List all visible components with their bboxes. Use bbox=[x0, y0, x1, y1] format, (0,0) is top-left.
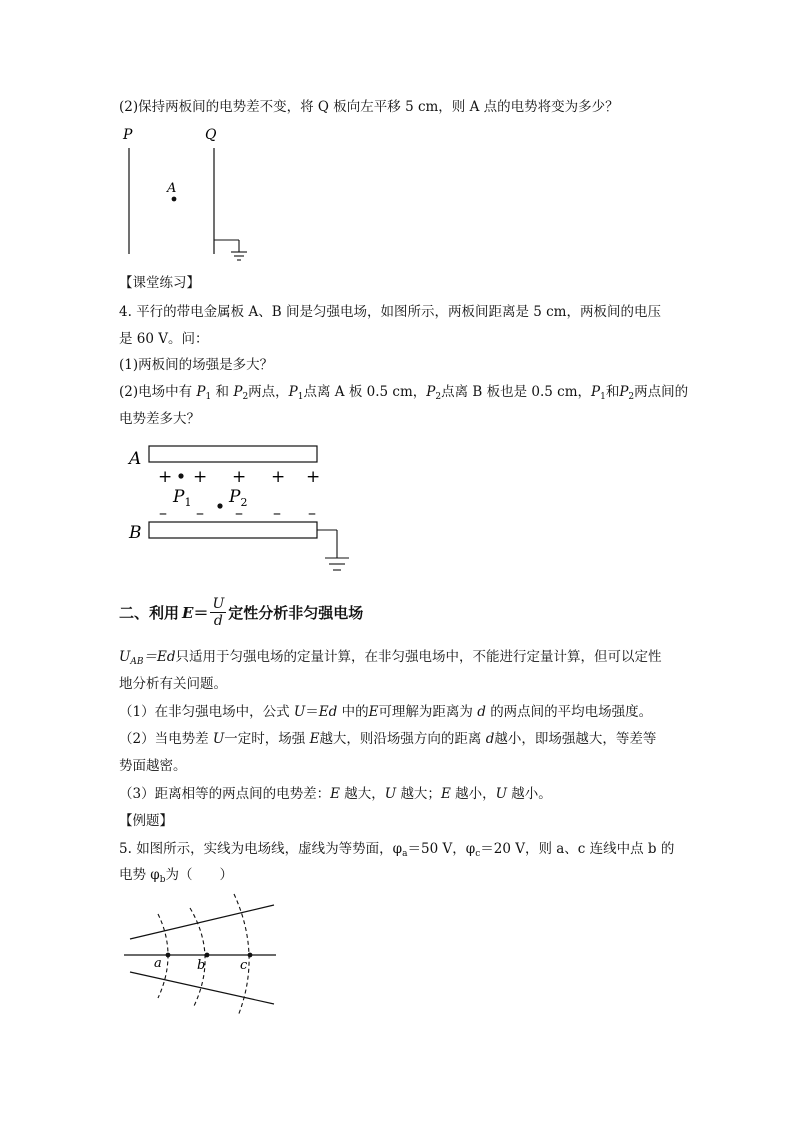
equipotential-b bbox=[190, 908, 205, 1006]
label-a: A bbox=[167, 181, 177, 196]
point-2 bbox=[119, 729, 656, 749]
text: 点离 A 板 0.5 cm， bbox=[303, 384, 427, 400]
var-p: P bbox=[619, 384, 629, 400]
var-ed: Ed bbox=[318, 704, 338, 720]
var-p: P bbox=[288, 384, 298, 400]
plus-sign: + bbox=[271, 467, 286, 487]
var-u: U bbox=[293, 704, 306, 720]
intro-line-2: 地分析有关问题。 bbox=[119, 676, 227, 692]
label-b: B bbox=[129, 523, 142, 543]
point-b bbox=[205, 953, 210, 958]
text: 点离 B 板也是 0.5 cm， bbox=[441, 384, 591, 400]
point-p1 bbox=[178, 473, 183, 478]
var-u: U bbox=[119, 649, 131, 665]
var-d: d bbox=[485, 731, 495, 747]
var-p: P bbox=[426, 384, 436, 400]
label-p: P bbox=[123, 127, 133, 143]
var-e: E bbox=[309, 731, 320, 747]
minus-sign: – bbox=[308, 503, 316, 522]
question-number: 5. bbox=[119, 841, 132, 857]
figure-field-lines bbox=[120, 888, 290, 1028]
intro-line-1 bbox=[119, 647, 662, 672]
heading-prefix: 二、利用 bbox=[119, 604, 180, 622]
sub-a: a bbox=[402, 849, 408, 859]
formula-ed: ＝Ed bbox=[143, 649, 176, 665]
text: 越大； bbox=[400, 786, 441, 802]
question-5-line-1 bbox=[119, 839, 674, 864]
text: ＝50 V，φ bbox=[407, 841, 476, 857]
text: 如图所示，实线为电场线，虚线为等势面，φ bbox=[136, 841, 403, 857]
point-a bbox=[166, 953, 171, 958]
ground-symbol bbox=[325, 558, 349, 570]
sub-1: 1 bbox=[205, 392, 212, 402]
point-1 bbox=[119, 702, 652, 722]
text: 越大， bbox=[344, 786, 385, 802]
var-u: U bbox=[495, 786, 507, 802]
minus-sign: – bbox=[273, 503, 281, 522]
sub-1: 1 bbox=[297, 392, 304, 402]
text: 越小， bbox=[455, 786, 496, 802]
example-heading: 【例题】 bbox=[119, 813, 173, 829]
text: 和 bbox=[215, 384, 230, 400]
figure-ab-plates bbox=[125, 440, 355, 580]
text: ＝20 V，则 a、c 连线中点 b 的 bbox=[480, 841, 675, 857]
text: 电势 φ bbox=[119, 867, 160, 883]
heading-suffix: 定性分析非匀强电场 bbox=[228, 604, 364, 622]
sub-2: 2 bbox=[435, 392, 442, 402]
label-b: b bbox=[197, 958, 206, 973]
question-4-part-2 bbox=[119, 382, 688, 407]
plus-sign: + bbox=[158, 467, 173, 487]
var-u: U bbox=[212, 731, 225, 747]
fraction-u-over-d bbox=[210, 596, 226, 629]
numerator-u: U bbox=[212, 596, 225, 612]
label-p2: $P_2$ bbox=[229, 487, 248, 509]
point-p2 bbox=[217, 503, 222, 508]
sub-1: 1 bbox=[600, 392, 606, 402]
plus-sign: + bbox=[193, 467, 208, 487]
point-3 bbox=[119, 784, 552, 804]
question-4-part-1: (1)两板间的场强是多大？ bbox=[119, 357, 274, 373]
var-e: E bbox=[182, 603, 194, 622]
practice-heading: 【课堂练习】 bbox=[119, 275, 200, 291]
equals: ＝ bbox=[193, 604, 209, 622]
text: （1）在非匀强电场中，公式 bbox=[119, 704, 290, 720]
question-4-line-1 bbox=[119, 302, 661, 322]
point-2-line-2: 势面越密。 bbox=[119, 758, 187, 774]
question-number: 4. bbox=[119, 304, 132, 320]
minus-sign: – bbox=[159, 503, 167, 522]
minus-sign: – bbox=[235, 503, 243, 522]
var-p: P bbox=[196, 384, 206, 400]
plate-a bbox=[149, 446, 317, 462]
figure-pq-plates bbox=[115, 124, 255, 268]
text: 的两点间的平均电场强度。 bbox=[490, 704, 653, 720]
sub-2: 2 bbox=[242, 392, 249, 402]
field-line-bottom bbox=[130, 972, 274, 1004]
var-e: E bbox=[440, 786, 451, 802]
text: 越大，则沿场强方向的距离 bbox=[319, 731, 482, 747]
text: 只适用于匀强电场的定量计算，在非匀强电场中，不能进行定量计算，但可以定性 bbox=[175, 649, 662, 665]
label-q: Q bbox=[205, 127, 217, 143]
question-4-part-2-line-2: 电势差多大？ bbox=[119, 411, 200, 427]
question-text: 平行的带电金属板 A、B 间是匀强电场，如图所示，两板间距离是 5 cm，两板间的电压 bbox=[136, 304, 661, 320]
label-a: a bbox=[154, 956, 162, 971]
equals: ＝ bbox=[305, 704, 319, 720]
var-d: d bbox=[477, 704, 486, 720]
label-a: A bbox=[129, 449, 142, 469]
text: 和 bbox=[605, 384, 620, 400]
denominator-d: d bbox=[213, 613, 223, 629]
var-e: E bbox=[330, 786, 340, 802]
text: 为（ ） bbox=[165, 867, 234, 883]
text: 可理解为距离为 bbox=[378, 704, 473, 720]
sub-2: 2 bbox=[628, 392, 635, 402]
label-c: c bbox=[240, 958, 248, 973]
point-c bbox=[248, 953, 253, 958]
minus-sign: – bbox=[196, 503, 204, 522]
plate-b bbox=[149, 522, 317, 538]
sub-c: c bbox=[475, 849, 481, 859]
question-5-line-2 bbox=[119, 865, 233, 890]
var-p: P bbox=[233, 384, 243, 400]
text: 中的 bbox=[341, 704, 369, 720]
sub-b: b bbox=[159, 875, 166, 885]
text: (2)电场中有 bbox=[119, 384, 193, 400]
ground-symbol bbox=[231, 252, 247, 260]
sub-ab: AB bbox=[130, 657, 144, 667]
var-e: E bbox=[368, 704, 379, 720]
var-p: P bbox=[591, 384, 601, 400]
question-3-part-2 bbox=[119, 97, 619, 117]
plus-sign: + bbox=[306, 467, 321, 487]
plus-sign: + bbox=[232, 467, 247, 487]
text: （3）距离相等的两点间的电势差： bbox=[119, 786, 331, 802]
text: 两点， bbox=[248, 384, 289, 400]
point-a bbox=[172, 197, 177, 202]
section-2-heading bbox=[119, 596, 363, 629]
question-4-line-2: 是 60 V。问： bbox=[119, 331, 209, 347]
field-line-top bbox=[130, 905, 274, 939]
var-u: U bbox=[384, 786, 397, 802]
label-p1: $P_1$ bbox=[173, 487, 192, 509]
text: 一定时，场强 bbox=[224, 731, 306, 747]
question-text: (2)保持两板间的电势差不变，将 Q 板向左平移 5 cm，则 A 点的电势将变为多少？ bbox=[119, 99, 619, 115]
text: 两点间的 bbox=[634, 384, 689, 400]
text: （2）当电势差 bbox=[119, 731, 209, 747]
text: 越小，即场强越大，等差等 bbox=[494, 731, 657, 747]
text: 越小。 bbox=[511, 786, 552, 802]
